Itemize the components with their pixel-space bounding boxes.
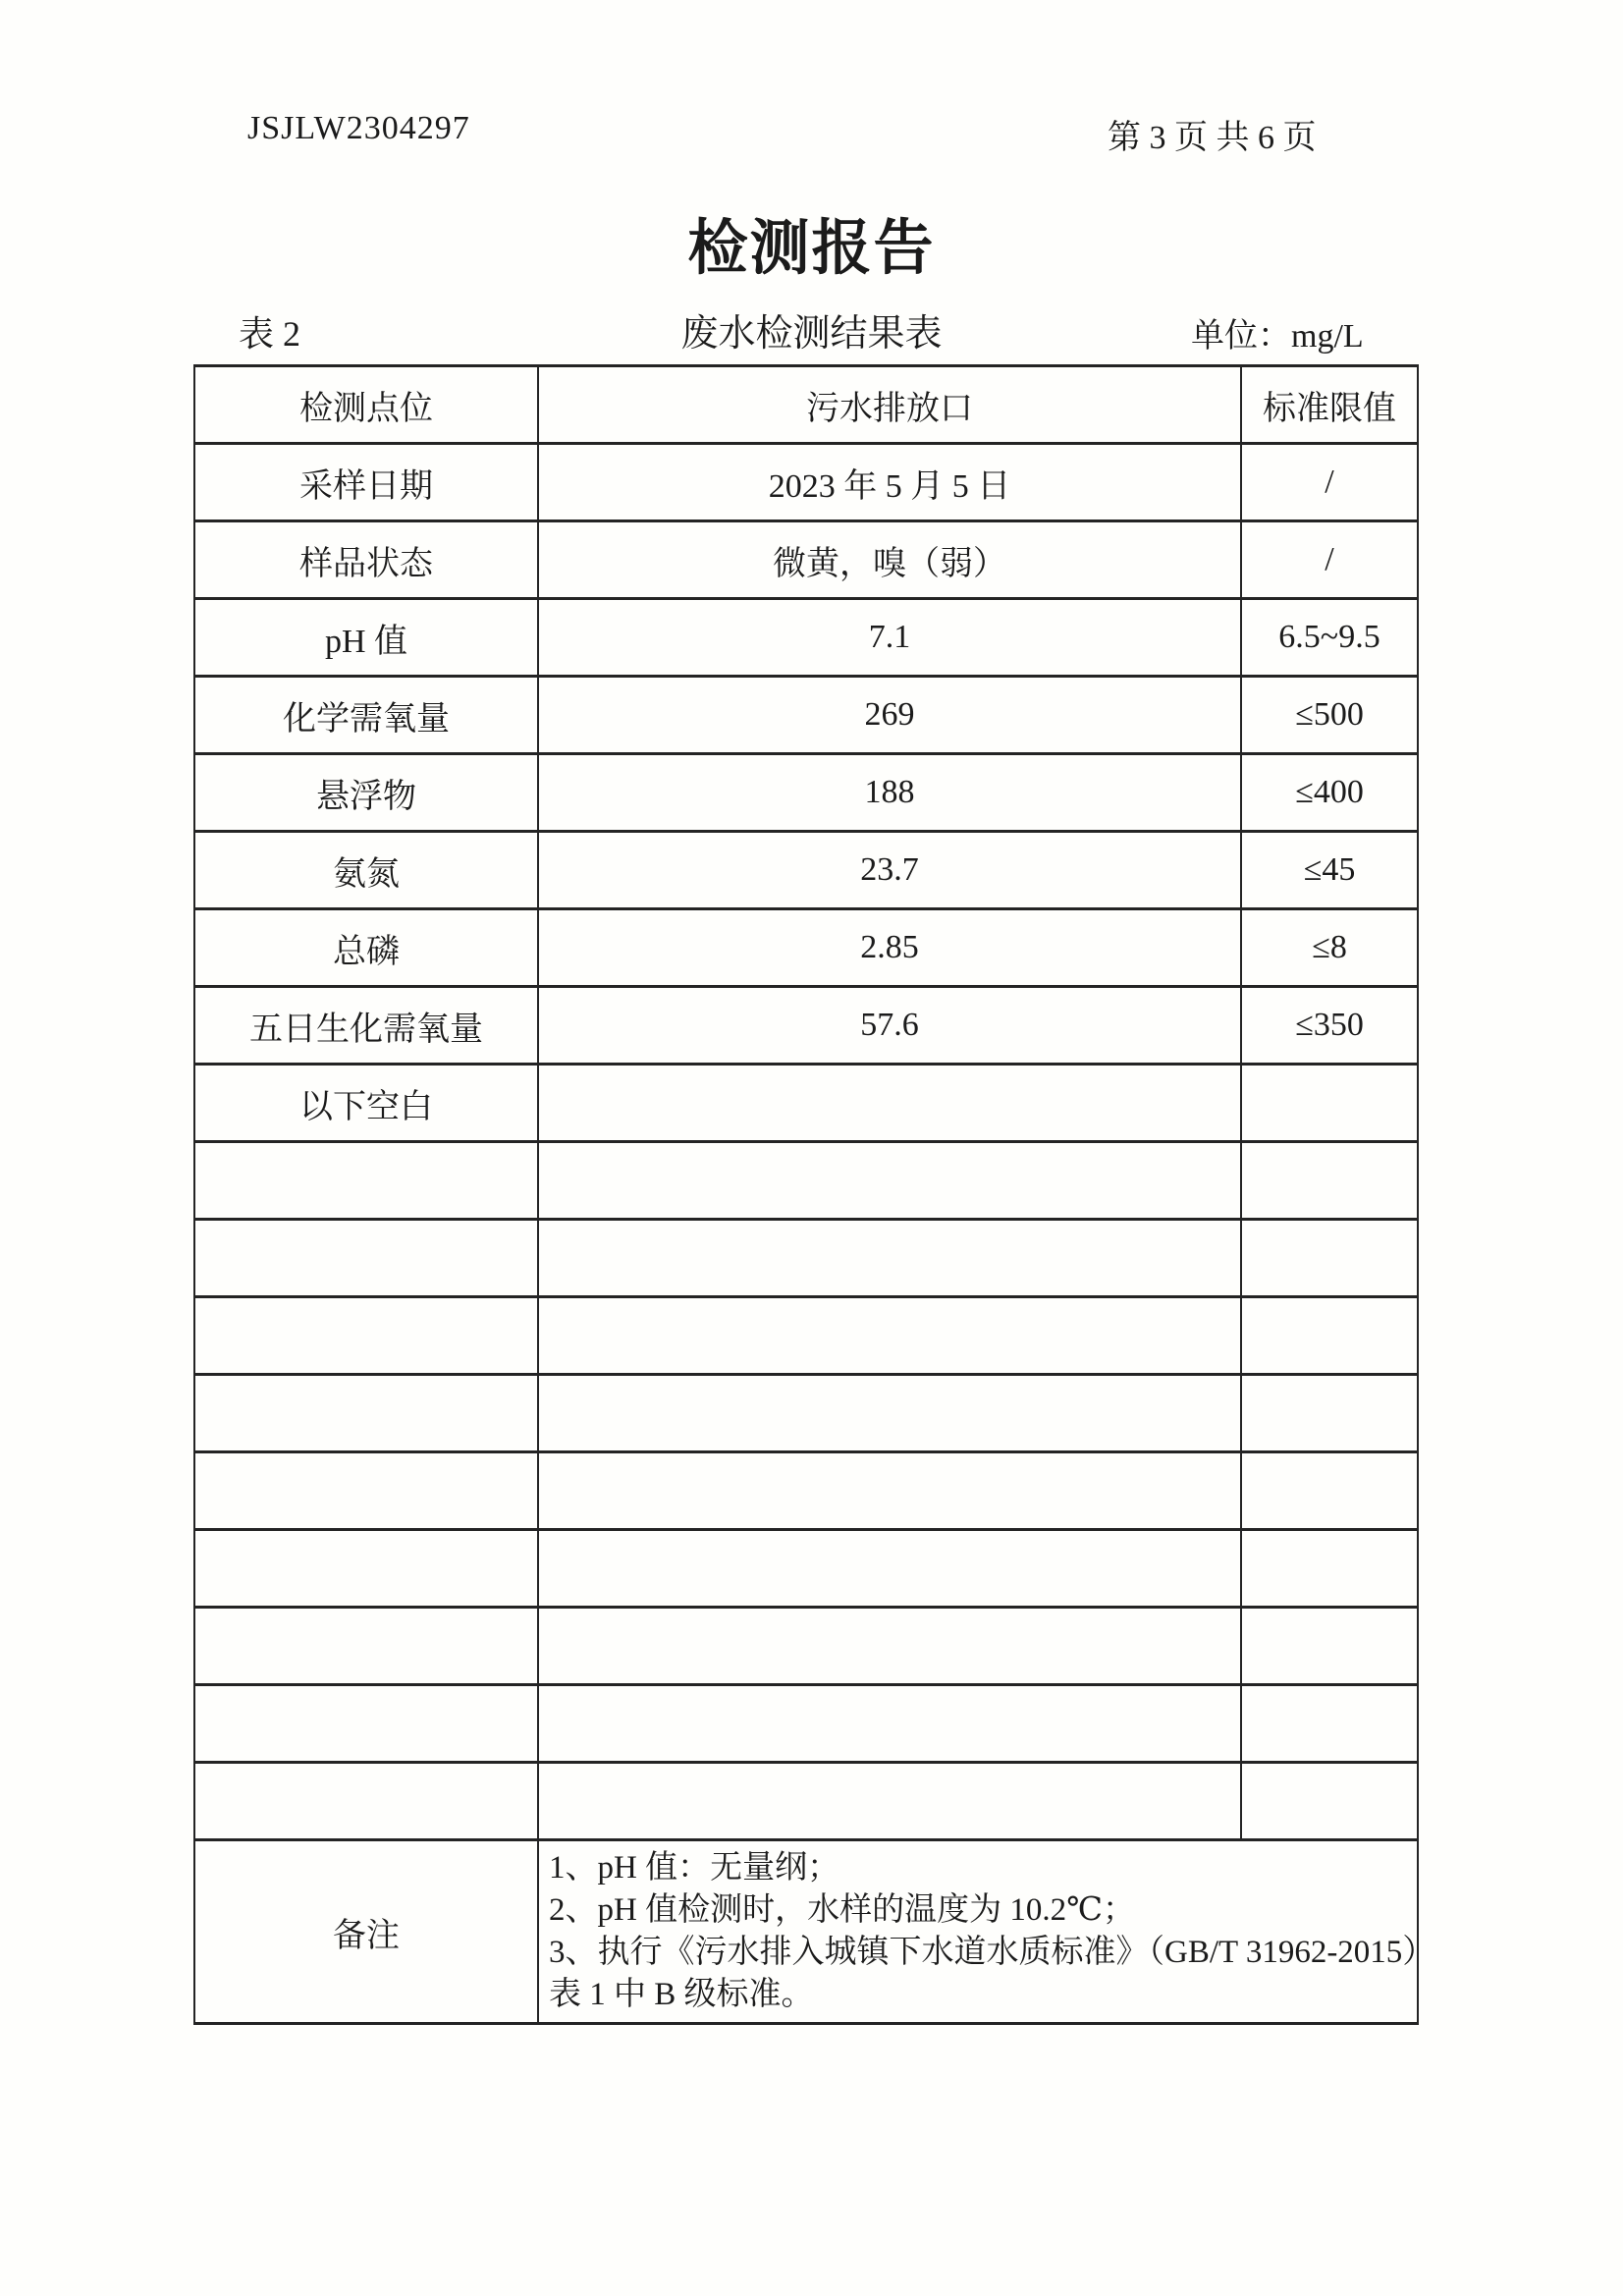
param-value-cell: 188 [538, 754, 1241, 832]
param-limit-cell [1241, 1375, 1418, 1452]
param-label-cell: 采样日期 [194, 444, 538, 521]
param-label-cell [194, 1685, 538, 1763]
param-value-cell [538, 1220, 1241, 1297]
param-limit-cell [1241, 1297, 1418, 1375]
param-limit-cell [1241, 1065, 1418, 1142]
table-row [194, 1142, 1418, 1220]
param-label-cell: 以下空白 [194, 1065, 538, 1142]
param-limit-cell: ≤45 [1241, 832, 1418, 909]
table-title: 废水检测结果表 [680, 313, 943, 355]
param-label-cell [194, 1530, 538, 1608]
param-limit-cell: / [1241, 444, 1418, 521]
param-label-cell: 样品状态 [194, 521, 538, 599]
param-value-cell [538, 1608, 1241, 1685]
param-label-cell [194, 1142, 538, 1220]
param-label-cell [194, 1763, 538, 1840]
param-limit-cell [1241, 1530, 1418, 1608]
remark-text-cell [538, 1840, 1435, 2024]
table-row [194, 444, 1418, 521]
table-row [194, 1220, 1418, 1297]
remark-line: 3、执行《污水排入城镇下水道水质标准》（GB/T 31962-2015） [549, 1935, 1435, 1970]
param-value-cell [538, 1452, 1241, 1530]
table-row [194, 599, 1418, 677]
param-limit-cell: ≤350 [1241, 987, 1418, 1065]
table-row [194, 677, 1418, 754]
param-value-cell: 微黄，嗅（弱） [538, 521, 1241, 599]
table-label: 表 2 [239, 314, 301, 354]
param-value-cell [538, 1065, 1241, 1142]
param-label-cell: 五日生化需氧量 [194, 987, 538, 1065]
param-limit-cell [1241, 1763, 1418, 1840]
param-limit-cell [1241, 1142, 1418, 1220]
param-limit-cell: 标准限值 [1241, 366, 1418, 444]
report-number: JSJLW2304297 [247, 110, 470, 146]
param-label-cell [194, 1375, 538, 1452]
param-value-cell: 7.1 [538, 599, 1241, 677]
param-value-cell: 23.7 [538, 832, 1241, 909]
results-table-body [194, 366, 1435, 2024]
page-indicator: 第 3 页 共 6 页 [1108, 120, 1317, 156]
table-row [194, 832, 1418, 909]
param-value-cell: 2023 年 5 月 5 日 [538, 444, 1241, 521]
table-row [194, 1763, 1418, 1840]
table-row [194, 1065, 1418, 1142]
param-limit-cell: ≤500 [1241, 677, 1418, 754]
table-row [194, 987, 1418, 1065]
param-label-cell: pH 值 [194, 599, 538, 677]
param-limit-cell: 6.5~9.5 [1241, 599, 1418, 677]
param-value-cell: 2.85 [538, 909, 1241, 987]
table-row [194, 1530, 1418, 1608]
param-label-cell [194, 1220, 538, 1297]
param-value-cell: 污水排放口 [538, 366, 1241, 444]
remark-line: 1、pH 值：无量纲； [549, 1850, 840, 1886]
table-row [194, 521, 1418, 599]
param-value-cell: 269 [538, 677, 1241, 754]
remark-line: 表 1 中 B 级标准。 [549, 1977, 814, 2012]
table-row [194, 1297, 1418, 1375]
param-label-cell [194, 1297, 538, 1375]
param-value-cell: 57.6 [538, 987, 1241, 1065]
param-value-cell [538, 1375, 1241, 1452]
remark-line: 2、pH 值检测时，水样的温度为 10.2℃； [549, 1892, 1135, 1928]
table-row [194, 1608, 1418, 1685]
param-limit-cell: ≤8 [1241, 909, 1418, 987]
param-label-cell: 总磷 [194, 909, 538, 987]
param-label-cell: 悬浮物 [194, 754, 538, 832]
remark-label-cell: 备注 [194, 1840, 538, 2024]
table-row [194, 754, 1418, 832]
param-limit-cell [1241, 1608, 1418, 1685]
param-limit-cell: / [1241, 521, 1418, 599]
table-row [194, 1375, 1418, 1452]
table-row [194, 909, 1418, 987]
param-label-cell: 氨氮 [194, 832, 538, 909]
param-limit-cell [1241, 1452, 1418, 1530]
param-limit-cell: ≤400 [1241, 754, 1418, 832]
param-label-cell: 检测点位 [194, 366, 538, 444]
results-table [193, 364, 1435, 2025]
table-row [194, 1452, 1418, 1530]
param-label-cell [194, 1608, 538, 1685]
param-value-cell [538, 1142, 1241, 1220]
param-value-cell [538, 1685, 1241, 1763]
param-limit-cell [1241, 1220, 1418, 1297]
param-label-cell [194, 1452, 538, 1530]
table-row [194, 366, 1418, 444]
param-label-cell: 化学需氧量 [194, 677, 538, 754]
table-row [194, 1685, 1418, 1763]
unit-label: 单位：mg/L [1191, 318, 1364, 355]
param-limit-cell [1241, 1685, 1418, 1763]
param-value-cell [538, 1530, 1241, 1608]
report-title: 检测报告 [687, 216, 936, 282]
param-value-cell [538, 1297, 1241, 1375]
param-value-cell [538, 1763, 1241, 1840]
remark-row [194, 1840, 1418, 2024]
